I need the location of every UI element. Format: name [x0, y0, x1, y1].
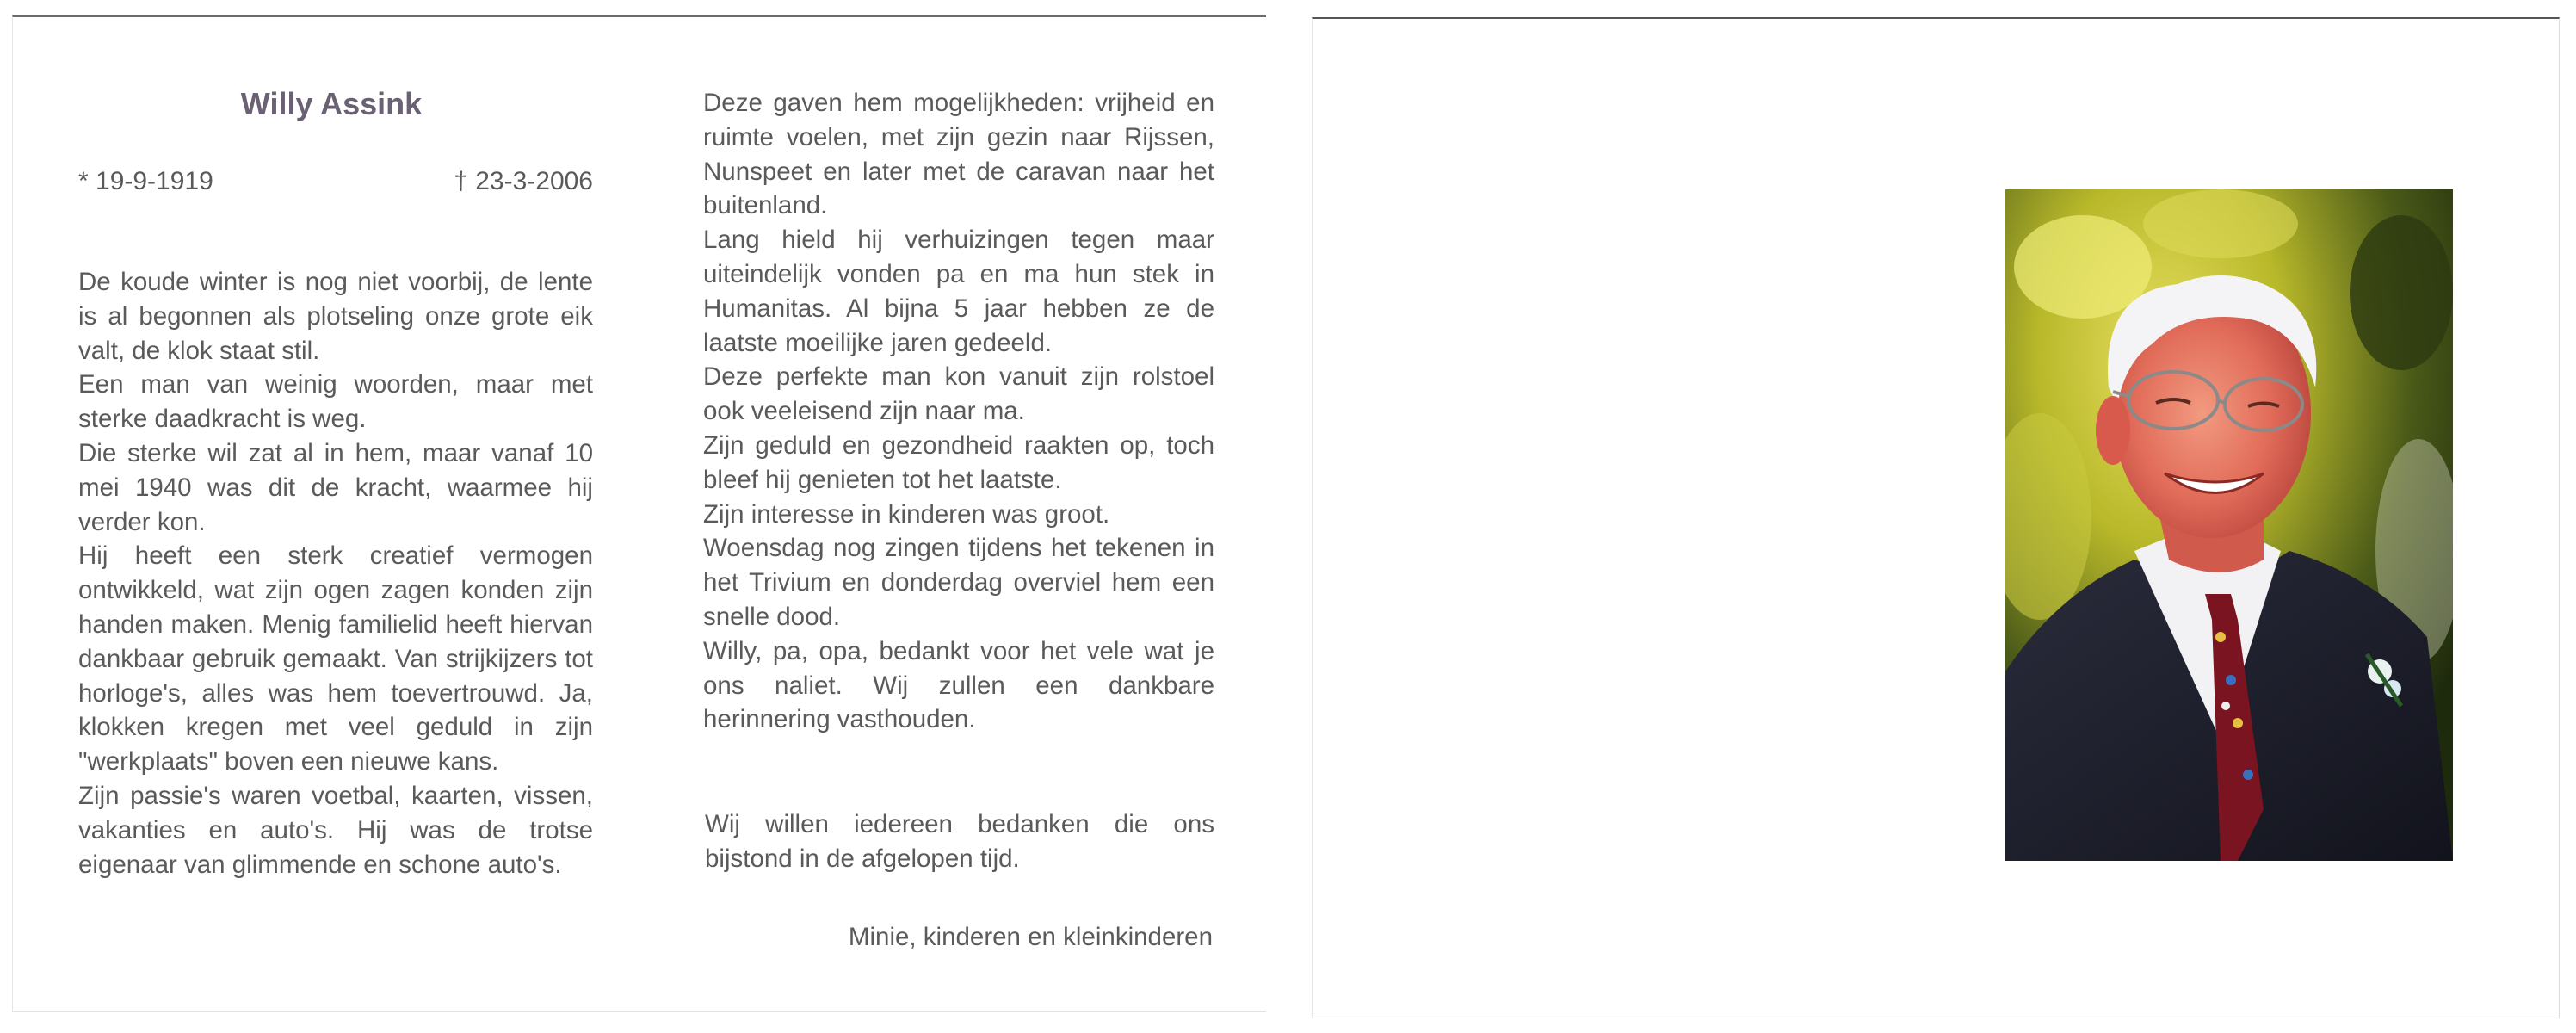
paragraph: Zijn passie's waren voetbal, kaarten, vissen, vakanties en auto's. Hij was de trotse eigenaar van glimmende en schone auto's. — [78, 781, 593, 879]
paragraph: Deze perfekte man kon vanuit zijn rolstoel ook veeleisend zijn naar ma. — [703, 362, 1214, 426]
family-signature: Minie, kinderen en kleinkinderen — [848, 923, 1213, 951]
paragraph: Zijn interesse in kinderen was groot. — [703, 499, 1110, 529]
birth-date: * 19-9-1919 — [78, 167, 213, 195]
life-dates — [78, 167, 593, 201]
portrait-photo — [2005, 189, 2453, 861]
paragraph: Deze gaven hem mogelijkheden: vrijheid en ruimte voelen, met zijn gezin naar Rijssen, Nunspeet en later met de caravan naar het buitenland. — [703, 89, 1214, 220]
thank-you-note — [705, 807, 1214, 876]
paragraph: Die sterke wil zat al in hem, maar vanaf 10 mei 1940 was dit de kracht, waarmee hij verder kon. — [78, 438, 593, 536]
thank-you-text: Wij willen iedereen bedanken die ons bijstond in de afgelopen tijd. — [705, 810, 1214, 873]
memorial-text-left — [78, 265, 593, 881]
paragraph: Een man van weinig woorden, maar met sterke daadkracht is weg. — [78, 370, 593, 434]
paragraph: De koude winter is nog niet voorbij, de lente is al begonnen als plotseling onze grote eik valt, de klok staat stil. — [78, 268, 593, 365]
left-page — [12, 15, 1266, 1012]
paragraph: Willy, pa, opa, bedankt voor het vele wat je ons naliet. Wij zullen een dankbare herinnering vasthouden. — [703, 636, 1214, 734]
deceased-name: Willy Assink — [240, 86, 423, 121]
paragraph: Woensdag nog zingen tijdens het tekenen in het Trivium en donderdag overviel hem een snelle dood. — [703, 534, 1214, 631]
paragraph: Hij heeft een sterk creatief vermogen ontwikkeld, wat zijn ogen zagen konden zijn handen maken. Menig familielid heeft hiervan dankbaar gebruik gemaakt. Van strijkijzers tot horloge's, alles was hem toevertrouwd. Ja, klokken kregen met veel geduld in zijn "werkplaats" boven een nieuwe kans. — [78, 541, 593, 776]
memorial-text-right — [703, 86, 1214, 737]
death-date: † 23-3-2006 — [454, 167, 593, 195]
paragraph: Lang hield hij verhuizingen tegen maar uiteindelijk vonden pa en ma hun stek in Humanitas. Al bijna 5 jaar hebben ze de laatste moeilijke jaren gedeeld. — [703, 226, 1214, 357]
paragraph: Zijn geduld en gezondheid raakten op, toch bleef hij genieten tot het laatste. — [703, 430, 1214, 494]
portrait-illustration — [2005, 189, 2453, 861]
